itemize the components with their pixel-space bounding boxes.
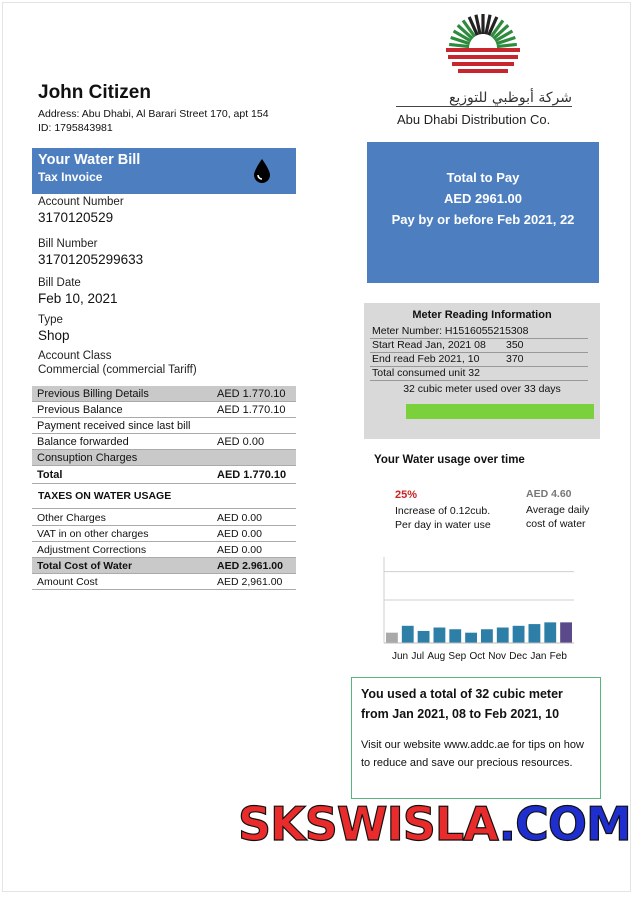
- logo-ray: [497, 44, 517, 46]
- bill-date-field: [38, 277, 118, 306]
- meter-number: Meter Number: H1516055215308: [372, 325, 529, 337]
- start-read-label: Start Read Jan, 2021 08: [372, 339, 486, 351]
- chart-bar: [481, 629, 493, 643]
- consumption-bar: [406, 404, 594, 419]
- line-label: Total: [32, 466, 212, 484]
- table-row: [32, 450, 296, 466]
- line-label: Adjustment Corrections: [32, 542, 212, 558]
- meter-number-row: [370, 324, 588, 339]
- table-row: [32, 526, 296, 542]
- chart-bar: [465, 633, 477, 643]
- total-to-pay-title: Total to Pay: [446, 170, 520, 185]
- table-row: [32, 510, 296, 526]
- chart-month-label: Nov: [488, 651, 507, 662]
- logo-rays: [449, 14, 517, 47]
- chart-bar: [449, 629, 461, 643]
- logo-ray: [449, 44, 469, 46]
- end-read-value: 370: [506, 353, 524, 365]
- water-bill-title: Your Water Bill: [38, 152, 141, 168]
- table-row: [32, 542, 296, 558]
- table-row: [32, 402, 296, 418]
- usage-title: Your Water usage over time: [374, 454, 525, 466]
- chart-bar: [418, 631, 430, 643]
- total-to-pay-amount: AED 2961.00: [443, 191, 523, 206]
- average-daily-cost-text: Average daily cost of water: [526, 504, 590, 530]
- chart-month-label: Jun: [392, 651, 409, 662]
- account-number-field: [38, 196, 124, 225]
- line-value: AED 1.770.10: [212, 386, 296, 402]
- start-read-value: 350: [506, 339, 524, 351]
- chart-month-labels: [392, 651, 567, 662]
- company-arabic-name: شركة أبوظبي للتوزيع: [448, 90, 572, 106]
- type-field: [38, 314, 70, 343]
- table-row: [32, 418, 296, 434]
- line-value: AED 1.770.10: [212, 402, 296, 418]
- usage-increase-pct: 25%: [395, 489, 418, 501]
- line-label: Balance forwarded: [32, 434, 212, 450]
- total-consumed: Total consumed unit 32: [372, 367, 480, 379]
- watermark: [238, 797, 631, 851]
- logo-wave: [448, 55, 518, 59]
- meter-reading-title: Meter Reading Information: [412, 309, 552, 321]
- line-label: Amount Cost: [32, 574, 212, 590]
- taxes-divider: [32, 508, 296, 509]
- table-row: [32, 466, 296, 484]
- company-divider: [396, 106, 572, 107]
- line-value: AED 2.961.00: [212, 558, 296, 574]
- chart-bar: [513, 626, 525, 643]
- usage-increase-text: Increase of 0.12cub. Per day in water use: [395, 505, 491, 531]
- start-read-row: [370, 338, 588, 353]
- chart-bar: [529, 624, 541, 643]
- pay-by-date: Pay by or before Feb 2021, 22: [391, 212, 575, 227]
- chart-month-label: Oct: [469, 651, 486, 662]
- end-read-row: [370, 352, 588, 367]
- total-to-pay-box: [367, 142, 599, 283]
- line-label: Total Cost of Water: [32, 558, 212, 574]
- line-label: Consuption Charges: [32, 450, 212, 466]
- total-consumed-row: [370, 366, 588, 381]
- chart-bar: [544, 622, 556, 643]
- table-row: [32, 434, 296, 450]
- customer-id: ID: 1795843981: [38, 122, 113, 134]
- chart-bar: [497, 628, 509, 643]
- table-row: [32, 558, 296, 574]
- billing-details-table: [32, 386, 296, 484]
- taxes-heading: TAXES ON WATER USAGE: [38, 490, 172, 502]
- account-class-label: Account Class: [38, 350, 112, 362]
- line-value: AED 1.770.10: [212, 466, 296, 484]
- bill-date-label: Bill Date: [38, 277, 81, 289]
- water-drop-icon: [252, 158, 272, 184]
- customer-address-block: [38, 107, 269, 135]
- chart-month-label: Feb: [549, 651, 567, 662]
- bill-number-value: 31701205299633: [38, 252, 144, 267]
- account-number-value: 3170120529: [38, 210, 114, 225]
- table-row: [32, 574, 296, 590]
- line-value: AED 0.00: [212, 542, 296, 558]
- line-value: AED 0.00: [212, 526, 296, 542]
- meter-reading-panel: [364, 303, 600, 439]
- line-label: Other Charges: [32, 510, 212, 526]
- logo-wave: [458, 69, 508, 73]
- type-value: Shop: [38, 328, 70, 343]
- customer-address: Address: Abu Dhabi, Al Barari Street 170, apt 154: [38, 108, 269, 120]
- bill-number-field: [38, 238, 143, 267]
- type-label: Type: [38, 314, 63, 326]
- line-label: Previous Billing Details: [32, 386, 212, 402]
- account-class-field: [38, 350, 197, 376]
- water-bill-header: [32, 148, 296, 194]
- chart-month-label: Jul: [411, 651, 425, 662]
- chart-bar: [560, 622, 572, 643]
- usage-note-box: [351, 677, 601, 799]
- company-name: Abu Dhabi Distribution Co.: [397, 112, 551, 127]
- chart-month-label: Jan: [530, 651, 547, 662]
- usage-bar-chart: [378, 555, 578, 647]
- chart-month-label: Dec: [509, 651, 528, 662]
- tax-invoice-label: Tax Invoice: [38, 170, 103, 184]
- watermark-part1: SKSWISLA: [238, 797, 499, 851]
- chart-month-label: Aug: [427, 651, 446, 662]
- line-label: Previous Balance: [32, 402, 212, 418]
- chart-month-label: Sep: [448, 651, 467, 662]
- chart-bar: [386, 633, 398, 643]
- end-read-label: End read Feb 2021, 10: [372, 353, 480, 365]
- logo-wave: [446, 48, 520, 52]
- chart-bar: [434, 628, 446, 643]
- line-label: VAT in on other charges: [32, 526, 212, 542]
- usage-note-headline: You used a total of 32 cubic meter from Jan 2021, 08 to Feb 2021, 10: [361, 687, 563, 721]
- customer-name: John Citizen: [38, 82, 151, 103]
- bill-date-value: Feb 10, 2021: [38, 291, 118, 306]
- table-row: [32, 386, 296, 402]
- bill-number-label: Bill Number: [38, 238, 98, 250]
- account-class-value: Commercial (commercial Tariff): [38, 364, 197, 376]
- logo-wave: [452, 62, 514, 66]
- line-value: AED 0.00: [212, 434, 296, 450]
- usage-note-body: Visit our website www.addc.ae for tips on how to reduce and save our precious resources.: [361, 739, 584, 769]
- account-number-label: Account Number: [38, 196, 124, 208]
- line-value: AED 0.00: [212, 510, 296, 526]
- average-daily-cost: AED 4.60: [526, 488, 572, 500]
- consumption-summary: 32 cubic meter used over 33 days: [403, 383, 561, 395]
- tax-lines-table: [32, 510, 296, 590]
- line-value: [212, 418, 296, 434]
- watermark-part2: .COM: [498, 797, 631, 851]
- line-value: AED 2,961.00: [212, 574, 296, 590]
- adddc-logo-icon: [440, 12, 526, 84]
- chart-bar: [402, 626, 414, 643]
- line-label: Payment received since last bill: [32, 418, 212, 434]
- line-value: [212, 450, 296, 466]
